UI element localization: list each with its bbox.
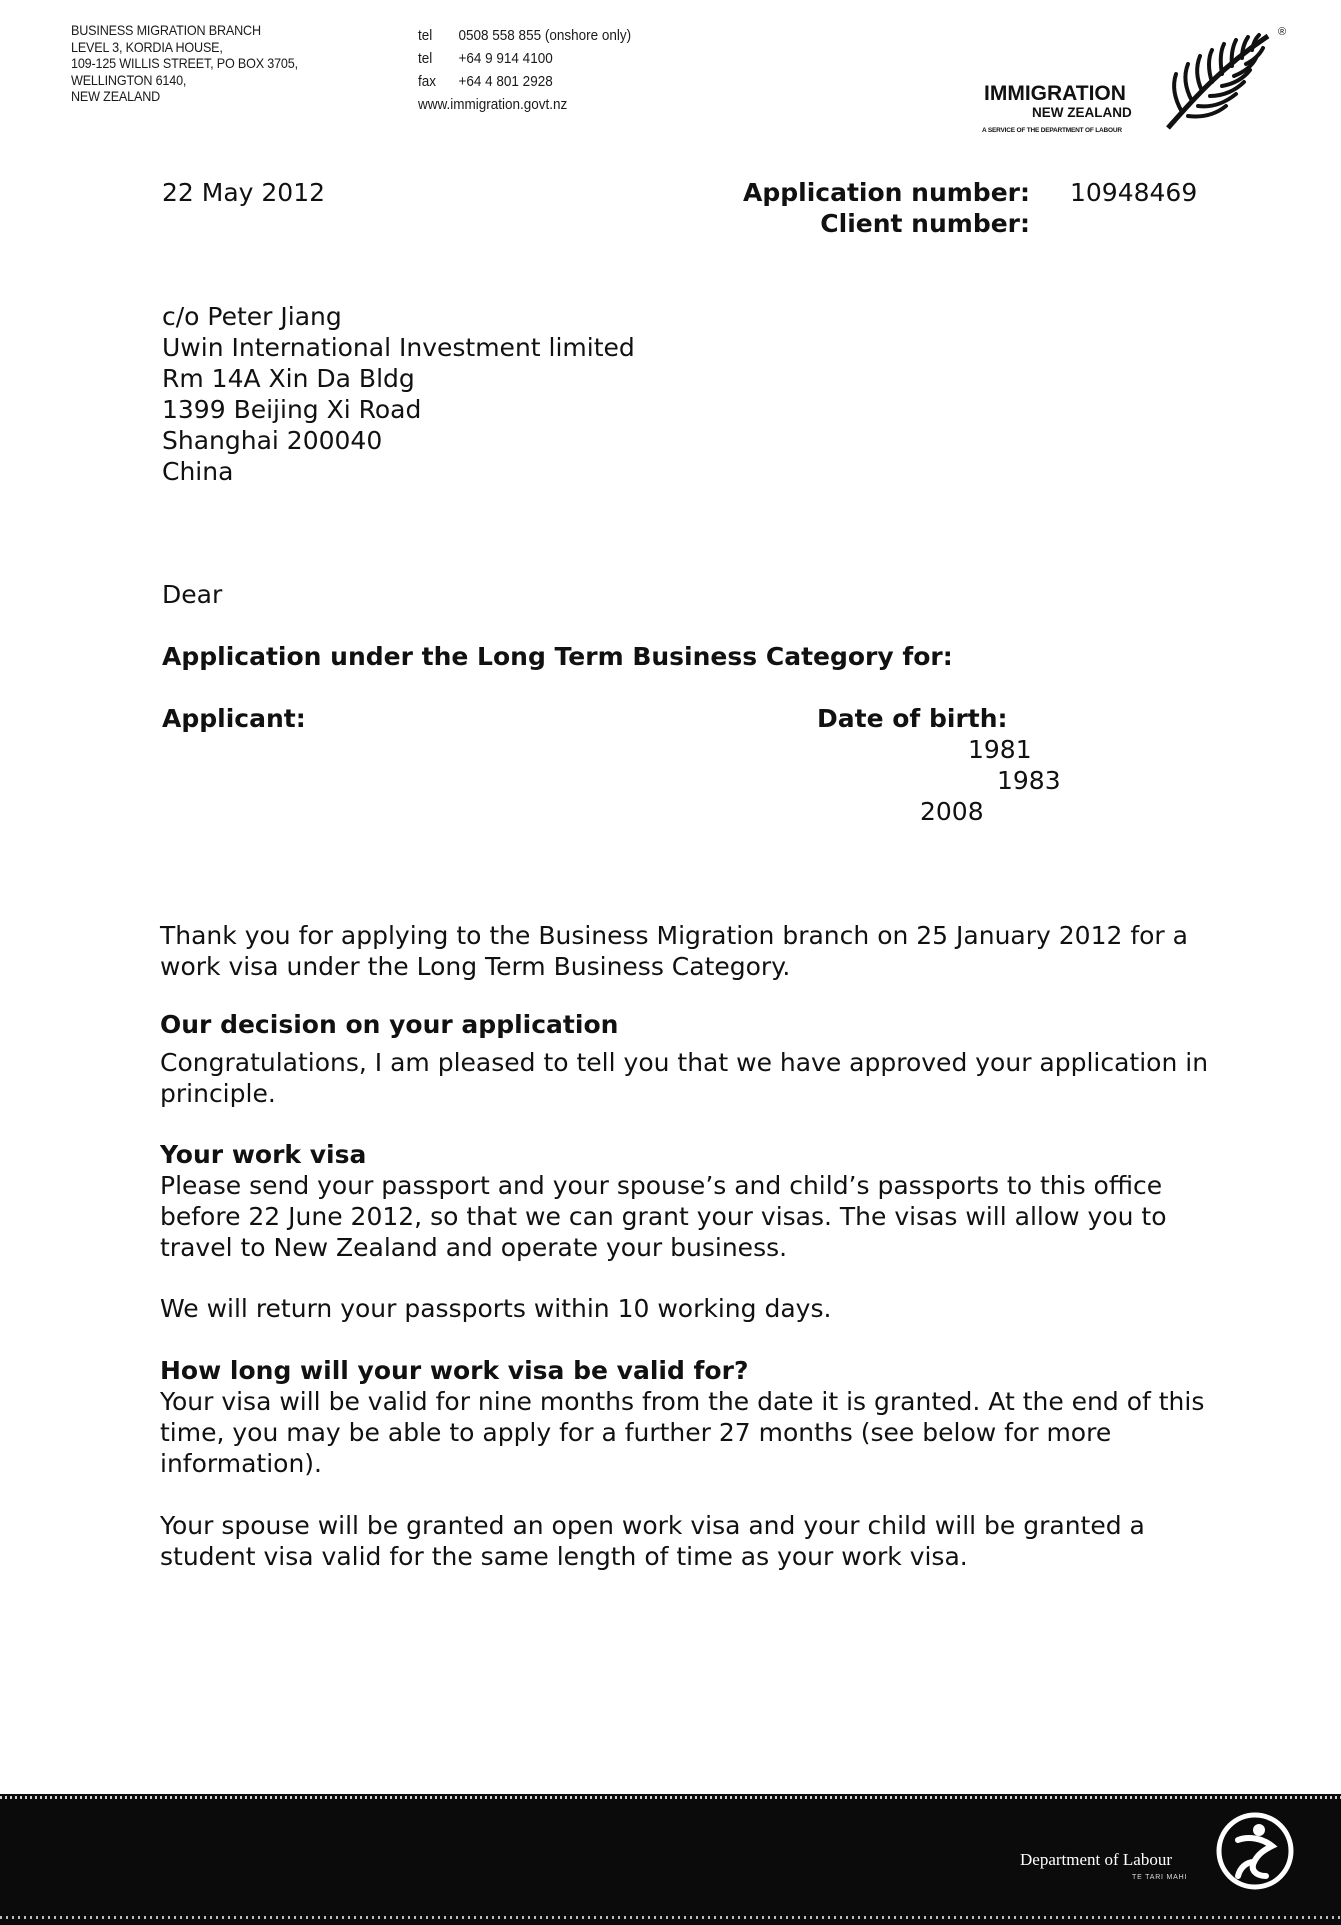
logo-service-line: A SERVICE OF THE DEPARTMENT OF LABOUR [982,127,1122,134]
date-of-birth-value: 1981 [968,735,1032,764]
footer-divider [0,1916,1341,1919]
applicant-label: Applicant: [162,704,306,733]
address-line: Uwin International Investment limited [162,333,635,362]
contact-row [418,24,631,47]
address-line: c/o Peter Jiang [162,302,342,331]
footer-divider [0,1796,1341,1799]
website-link[interactable]: www.immigration.govt.nz [418,96,568,113]
branch-address-line: WELLINGTON 6140, [71,71,187,88]
recipient-address [162,301,635,487]
contact-row [418,47,631,70]
work-visa-heading [160,1139,1220,1170]
contact-value: +64 9 914 4100 [458,50,553,67]
date-of-birth-value: 2008 [920,797,984,826]
contact-label: fax [418,73,437,90]
branch-address-line: BUSINESS MIGRATION BRANCH [71,22,261,38]
decision-heading [160,1009,1220,1040]
branch-address-line: LEVEL 3, KORDIA HOUSE, [71,38,223,55]
department-of-labour-emblem-icon [1212,1806,1298,1892]
immigration-nz-logo [960,28,1290,148]
work-visa-heading-text: Your work visa [160,1140,367,1169]
how-long-heading-text: How long will your work visa be valid for? [160,1356,749,1385]
thanks-paragraph: Thank you for applying to the Business Migration branch on 25 January 2012 for a work visa under the Long Term Business Category. [160,921,1188,981]
application-title: Application under the Long Term Business Category for: [162,642,953,671]
contact-value: 0508 558 855 (onshore only) [458,27,632,44]
contact-label: tel [418,27,433,44]
application-number-label: Application number: [743,178,1030,207]
silver-fern-icon [1160,28,1280,138]
date-of-birth-label: Date of birth: [817,704,1008,733]
decision-paragraph: Congratulations, I am pleased to tell you that we have approved your application in principle. [160,1048,1209,1108]
letter-date: 22 May 2012 [162,178,326,207]
branch-address-line: 109-125 WILLIS STREET, PO BOX 3705, [71,55,298,71]
client-number-label: Client number: [820,209,1030,238]
logo-country: NEW ZEALAND [1032,105,1132,120]
registered-mark: ® [1278,26,1287,38]
work-visa-paragraph: Please send your passport and your spouse’s and child’s passports to this office before 22 June 2012, so that we can grant your visas. The visas will allow you to travel to New Zealand and operate your business. [160,1171,1167,1262]
address-line: China [162,457,234,486]
contact-row [418,93,631,116]
spouse-paragraph: Your spouse will be granted an open work visa and your child will be granted a student visa valid for the same length of time as your work visa. [160,1511,1145,1571]
department-maori-name: TE TARI MAHI [1132,1874,1188,1881]
department-name: Department of Labour [1020,1850,1172,1869]
salutation: Dear [162,580,223,609]
how-long-heading [160,1355,1220,1386]
date-of-birth-value: 1983 [997,766,1061,795]
contact-label: tel [418,50,433,67]
return-paragraph: We will return your passports within 10 working days. [160,1294,832,1323]
footer-band [0,1794,1341,1925]
contact-row [418,70,631,93]
contact-value: +64 4 801 2928 [458,73,553,90]
contact-details [418,24,631,116]
branch-address-line: NEW ZEALAND [71,88,161,104]
address-line: Rm 14A Xin Da Bldg [162,364,415,393]
branch-address [71,22,298,105]
how-long-paragraph: Your visa will be valid for nine months from the date it is granted. At the end of this time, you may be able to apply for a further 27 months (see below for more information). [160,1387,1205,1478]
logo-wordmark: IMMIGRATION [984,82,1126,105]
decision-heading-text: Our decision on your application [160,1010,619,1039]
application-number-value: 10948469 [1070,178,1198,207]
address-line: 1399 Beijing Xi Road [162,395,422,424]
address-line: Shanghai 200040 [162,426,383,455]
